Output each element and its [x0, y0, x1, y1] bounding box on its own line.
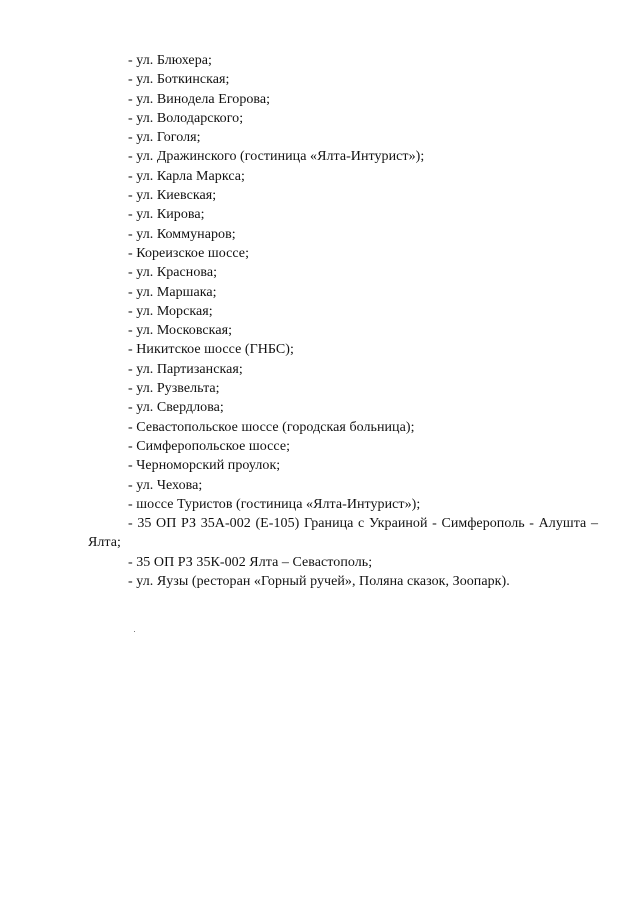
list-item: - Севастопольское шоссе (городская больница);: [128, 419, 415, 435]
list-item: - Никитское шоссе (ГНБС);: [128, 342, 294, 358]
list-item: - шоссе Туристов (гостиница «Ялта-Интурист»);: [128, 496, 421, 512]
list-item: - ул. Карла Маркса;: [128, 168, 245, 184]
list-item: - ул. Морская;: [128, 303, 213, 319]
list-item: - ул. Чехова;: [128, 477, 203, 493]
list-item: - ул. Яузы (ресторан «Горный ручей», Поляна сказок, Зоопарк).: [128, 574, 510, 590]
list-item: - ул. Гоголя;: [128, 130, 201, 146]
list-item: - ул. Киевская;: [128, 188, 217, 204]
list-item: - ул. Краснова;: [128, 265, 218, 281]
list-item: - ул. Винодела Егорова;: [128, 91, 271, 107]
list-item: - ул. Свердлова;: [128, 400, 224, 416]
list-item: - ул. Маршака;: [128, 284, 217, 300]
list-item: - Симферопольское шоссе;: [128, 438, 291, 454]
list-item: - Черноморский проулок;: [128, 458, 281, 474]
list-item: - ул. Партизанская;: [128, 361, 243, 377]
scan-speck: [134, 631, 135, 632]
street-list: [88, 51, 598, 591]
list-item: - ул. Московская;: [128, 323, 233, 339]
list-item: - ул. Боткинская;: [128, 72, 230, 88]
list-item: - ул. Дражинского (гостиница «Ялта-Интурист»);: [128, 149, 425, 165]
list-item: - ул. Кирова;: [128, 207, 205, 223]
list-item: - ул. Коммунаров;: [128, 226, 236, 242]
list-item: - ул. Блюхера;: [128, 53, 212, 68]
list-item: - Кореизское шоссе;: [128, 245, 250, 261]
road-list-item: - 35 ОП РЗ 35А-002 (Е-105) Граница с Украиной - Симферополь - Алушта – Ялта;: [88, 516, 598, 551]
road-list-item: - 35 ОП РЗ 35К-002 Ялта – Севастополь;: [128, 554, 373, 570]
list-item: - ул. Рузвельта;: [128, 381, 220, 397]
list-item: - ул. Володарского;: [128, 110, 244, 126]
